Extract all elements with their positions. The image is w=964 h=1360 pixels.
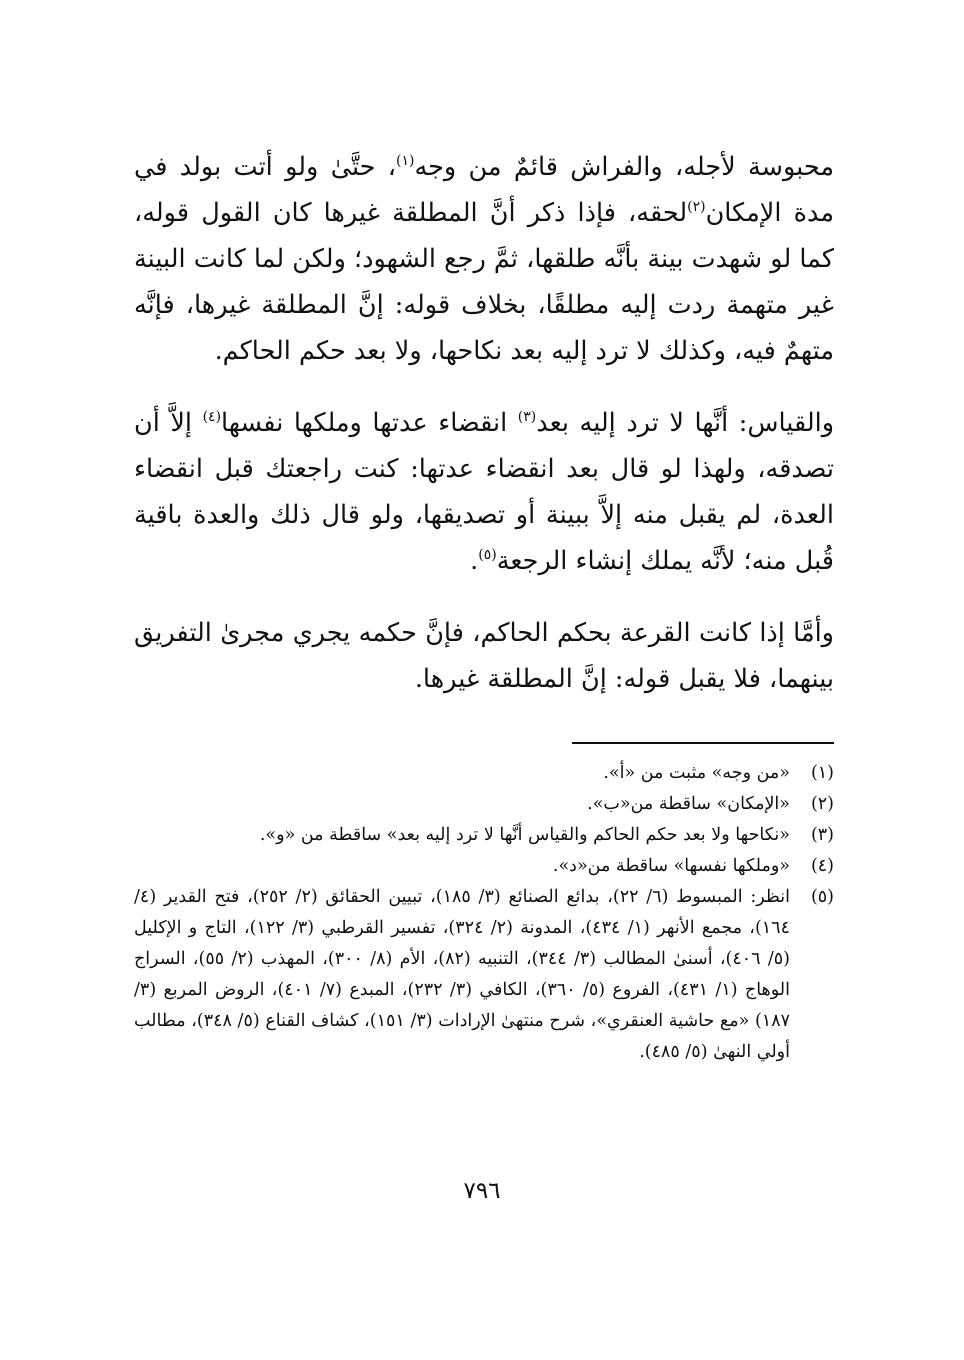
footnote-number: (١) <box>810 763 834 783</box>
footnotes <box>134 758 834 1068</box>
footnote-text: «وملكها نفسها» ساقطة من«د». <box>552 856 790 876</box>
paragraph-text: وأمَّا إذا كانت القرعة بحكم الحاكم، فإنَّ حكمه يجري مجرىٰ التفريق بينهما، فلا يقبل قوله: إنَّ المطلقة غيرها. <box>134 618 834 694</box>
paragraph-text: لحقه، فإذا ذكر أنَّ المطلقة غيرها كان القول قوله، كما لو شهدت بينة بأنَّه طلقها، ثمَّ رجع الشهود؛ ولكن لما كانت البينة غير متهمة ردت إليه مطلقًا، بخلاف قوله: إنَّ المطلقة غيرها، فإنَّه متهمٌ فيه، وكذلك لا ترد إليه بعد نكاحها، ولا بعد حكم الحاكم. <box>134 198 834 366</box>
footnote-2 <box>134 789 834 820</box>
paragraph-3 <box>134 610 834 702</box>
footnote-3 <box>134 820 834 851</box>
paragraph-text: إلاَّ أن تصدقه، ولهذا لو قال بعد انقضاء عدتها: كنت راجعتك قبل انقضاء العدة، لم يقبل منه إلاَّ ببينة أو تصديقها، ولو قال ذلك والعدة باقية قُبل منه؛ لأنَّه يملك إنشاء الرجعة <box>134 408 834 576</box>
footnote-text: «من وجه» مثبت من «أ». <box>603 763 790 783</box>
footnote-text: انظر: المبسوط (٦/ ٢٢)، بدائع الصنائع (٣/ ١٨٥)، تبيين الحقائق (٢/ ٢٥٢)، فتح القدير (٤/ ١٦٤)، مجمع الأنهر (١/ ٤٣٤)، المدونة (٢/ ٣٢٤)، تفسير القرطبي (٣/ ١٢٢)، التاج و الإكليل (٥/ ٤٠٦)، أسنىٰ المطالب (٣/ ٣٤٤)، التنبيه (٨٢)، الأم (٨/ ٣٠٠)، المهذب (٢/ ٥٥)، السراج الوهاج (١/ ٤٣١)، الفروع (٥/ ٣٦٠)، الكافي (٣/ ٢٣٢)، المبدع (٧/ ٤٠١)، الروض المربع (٣/ ١٨٧) «مع حاشية العنقري»، شرح منتهىٰ الإرادات (٣/ ١٥١)، كشاف القناع (٥/ ٣٤٨)، مطالب أولي النهىٰ (٥/ ٤٨٥). <box>134 887 790 1062</box>
paragraph-1 <box>134 144 834 374</box>
footnote-ref-2: (٢) <box>687 199 706 215</box>
paragraph-text: انقضاء عدتها وملكها نفسها <box>221 408 518 438</box>
paragraph-text: . <box>470 546 479 576</box>
footnote-number: (٢) <box>810 794 834 814</box>
main-text <box>134 144 834 702</box>
footnote-ref-5: (٥) <box>478 547 497 563</box>
footnote-1 <box>134 758 834 789</box>
footnote-text: «الإمكان» ساقطة من«ب». <box>587 794 790 814</box>
paragraph-text: ، حتَّىٰ ولو أتت بولد في مدة الإمكان <box>134 152 834 228</box>
paragraph-2 <box>134 400 834 584</box>
footnote-number: (٤) <box>810 856 834 876</box>
footnote-text: «نكاحها ولا بعد حكم الحاكم والقياس أنَّها لا ترد إليه بعد» ساقطة من «و». <box>259 825 790 845</box>
paragraph-text: والقياس: أنَّها لا ترد إليه بعد <box>536 408 835 438</box>
footnote-ref-4: (٤) <box>202 409 222 425</box>
footnote-ref-3: (٣) <box>517 409 537 425</box>
footnote-number: (٣) <box>810 825 834 845</box>
footnote-5 <box>134 882 834 1068</box>
page-number: ٧٩٦ <box>463 1178 501 1204</box>
paragraph-text: محبوسة لأجله، والفراش قائمٌ من وجه <box>414 152 834 182</box>
footnote-separator <box>572 742 834 744</box>
footnote-ref-1: (١) <box>395 153 415 169</box>
footnote-4 <box>134 851 834 882</box>
footnote-number: (٥) <box>810 887 834 907</box>
